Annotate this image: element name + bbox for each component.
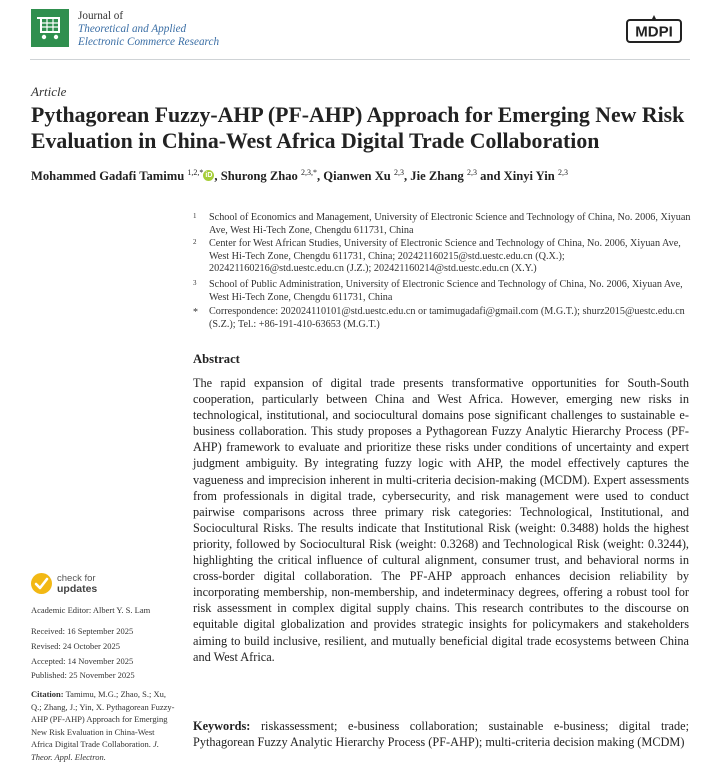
author-name[interactable]: Xinyi Yin [503,169,555,184]
citation-text: Tamimu, M.G.; Zhao, S.; Xu, Q.; Zhang, J.; Yin, X. Pythagorean Fuzzy-AHP (PF-AHP) Approach for Emerging New Risk Evaluation in China-West Africa Digital Trade Collaboration. [31,689,175,749]
affiliation-number: 2 [193,238,197,246]
journal-name[interactable] [78,10,219,48]
correspondence-mark: * [193,307,198,318]
correspondence [193,306,693,331]
keywords-text: riskassessment; e-business collaboration; sustainable e-business; digital trade; Pythagorean Fuzzy Analytic Hierarchy Process (PF-AHP); multi-criteria decision making (MCDM) [193,719,689,749]
mdpi-logo[interactable] [626,14,682,44]
citation-journal: J. Theor. Appl. Electron. [31,739,159,762]
affiliation [193,238,693,276]
author-affiliation-mark: 2,3 [557,168,568,177]
author-affiliation-mark: 1,2,* [187,168,204,177]
check-updates-icon [31,573,52,594]
citation-label: Citation: [31,689,64,699]
author-list: Mohammed Gadafi Tamimu $^{1,2,*}$ iD , Shurong Zhao $^{2,3,*}$, Qianwen Xu $^{2,3}$, Jie Zhang $^{2,3}$ and Xinyi Yin $^{2,3}$ [31,168,568,184]
author-affiliation-mark: 2,3 [466,168,477,177]
cart-icon [31,9,69,47]
correspondence-text: Correspondence: 202024110101@std.uestc.edu.cn or tamimugadafi@gmail.com (M.G.T.); shurz2015@uestc.edu.cn (S.Z.); Tel.: +86-191-410-63653 (M.G.T.) [209,306,685,330]
check-for-updates-button[interactable] [31,573,141,597]
article-title: Pythagorean Fuzzy-AHP (PF-AHP) Approach for Emerging New Risk Evaluation in China-West Africa Digital Trade Collaboration [31,103,685,153]
journal-title-line-1: Theoretical and Applied [78,22,187,35]
affiliation-text: School of Public Administration, University of Electronic Science and Technology of China, No. 2006, Xiyuan Ave, West Hi-Tech Zone, Chengdu 611731, China [209,279,683,303]
mdpi-logo-icon [626,14,682,44]
updates-line-1: check for [57,573,96,584]
journal-prefix: Journal of [78,10,124,22]
header-divider [30,59,690,60]
author-name[interactable]: Qianwen Xu [323,169,391,184]
publisher-name: MDPI [635,23,673,41]
citation [31,688,177,763]
date-received: Received: 16 September 2025 [31,626,134,636]
author-name[interactable]: Mohammed Gadafi Tamimu [31,169,185,184]
date-published: Published: 25 November 2025 [31,670,135,680]
orcid-icon[interactable]: iD [205,172,213,180]
abstract-text: The rapid expansion of digital trade presents transformative opportunities for South-South cooperation, particularly between China and West Africa. However, emerging new risks in technological, institutional, and sociocultural domains pose significant challenges to sustainable e-business collaboration. This study proposes a Pythagorean Fuzzy Analytic Hierarchy Process (PF-AHP) framework to evaluate and prioritize these risks under conditions of uncertainty and expert judgment ambiguity. By integrating fuzzy logic with AHP, the model effectively captures the vagueness and imprecision inherent in multi-criteria decision-making (MCDM). Expert assessments from professionals in digital trade, cybersecurity, and risk management were used to conduct pairwise comparisons across three primary risk categories: Technological, Institutional, and Sociocultural Risks. The results indicate that Institutional Risk (weight: 0.3488) holds the highest priority, followed by Sociocultural Risk (weight: 0.3268) and Technological Risk (weight: 0.3244), highlighting the critical influence of cultural alignment, consumer trust, and behavioral norms in cross-border digital collaboration. The PF-AHP approach enhances decision reliability by incorporating membership, non-membership, and indeterminacy degrees, offering a robust tool for risk assessment in complex digital supply chains. This research contributes to the discourse on equitable digital globalization and provides strategic insights for policymakers and stakeholders aiming to build inclusive, resilient, and mutually beneficial digital trade ecosystems between China and West Africa. [193,376,689,664]
affiliation-text: School of Economics and Management, University of Electronic Science and Technology of China, No. 2006, Xiyuan Ave, West Hi-Tech Zone, Chengdu 611731, China [209,212,691,236]
journal-title-line-2: Electronic Commerce Research [78,35,220,48]
journal-logo [31,9,69,47]
updates-line-2: updates [57,583,98,595]
keywords [193,718,689,750]
affiliation [193,212,693,237]
affiliation-number: 3 [193,279,197,287]
author-name[interactable]: Jie Zhang [410,169,464,184]
affiliation [193,279,693,304]
abstract-heading: Abstract [193,352,240,366]
author-affiliation-mark: 2,3,* [300,168,317,177]
date-revised: Revised: 24 October 2025 [31,641,120,651]
author-name[interactable]: Shurong Zhao [220,169,298,184]
affiliation-text: Center for West African Studies, University of Electronic Science and Technology of China, No. 2006, Xiyuan Ave, West Hi-Tech Zone, Chengdu 611731, China; 202421160215@std.uestc.edu.cn (Q.X.); 202421160216@std.uestc.edu.cn (J.Z.); 202421160214@std.uestc.edu.cn (X.Y.) [209,238,681,275]
authors-conjunction: and [480,169,501,184]
author-affiliation-mark: 2,3 [393,168,404,177]
affiliation-number: 1 [193,212,197,220]
keywords-label: Keywords: [193,719,251,733]
date-accepted: Accepted: 14 November 2025 [31,656,134,666]
article-type: Article [31,84,67,99]
academic-editor: Academic Editor: Albert Y. S. Lam [31,605,151,615]
